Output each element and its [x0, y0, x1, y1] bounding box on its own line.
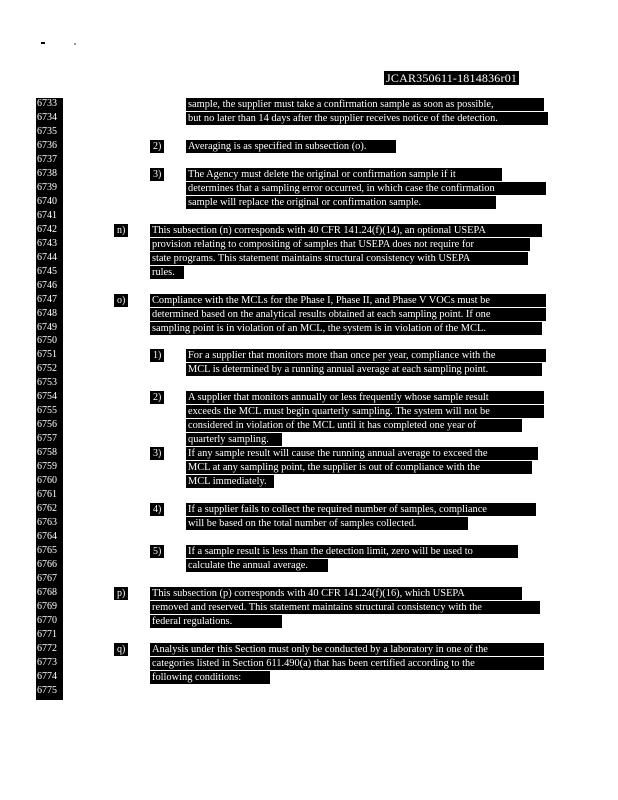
- paragraph-line: determined based on the analytical results obtained at each sampling point. If one: [150, 308, 546, 321]
- line-number: 6741: [37, 209, 57, 221]
- paragraph-label: 3): [150, 168, 164, 181]
- line-number: 6743: [37, 237, 57, 249]
- line-number: 6765: [37, 545, 57, 557]
- line-number: 6746: [37, 279, 57, 291]
- line-number: 6772: [37, 642, 57, 654]
- paragraph-line: MCL is determined by a running annual average at each sampling point.: [186, 363, 542, 376]
- line-number: 6764: [37, 531, 57, 543]
- line-number: 6756: [37, 419, 57, 431]
- line-number: 6754: [37, 391, 57, 403]
- line-number: 6762: [37, 503, 57, 515]
- line-number: 6734: [37, 111, 57, 123]
- paragraph-line: considered in violation of the MCL until it has completed one year of: [186, 419, 522, 432]
- line-number: 6740: [37, 195, 57, 207]
- paragraph-line: but no later than 14 days after the supplier receives notice of the detection.: [186, 112, 548, 125]
- line-number: 6768: [37, 586, 57, 598]
- paragraph-line: provision relating to compositing of samples that USEPA does not require for: [150, 238, 530, 251]
- line-number: 6737: [37, 153, 57, 165]
- paragraph-line: For a supplier that monitors more than once per year, compliance with the: [186, 349, 546, 362]
- paragraph-line: sampling point is in violation of an MCL, the system is in violation of the MCL.: [150, 322, 542, 335]
- paragraph-label: 1): [150, 349, 164, 362]
- line-number: 6775: [37, 684, 57, 696]
- paragraph-line: quarterly sampling.: [186, 433, 282, 446]
- line-number: 6759: [37, 461, 57, 473]
- line-number: 6747: [37, 293, 57, 305]
- paragraph-line: If any sample result will cause the running annual average to exceed the: [186, 447, 538, 460]
- paragraph-label: 3): [150, 447, 164, 460]
- line-number: 6742: [37, 223, 57, 235]
- paragraph-label: n): [114, 224, 128, 237]
- paragraph-label: p): [114, 587, 128, 600]
- document-code: JCAR350611-1814836r01: [386, 71, 518, 85]
- paragraph-line: A supplier that monitors annually or less frequently whose sample result: [186, 391, 544, 404]
- line-number: 6770: [37, 614, 57, 626]
- paragraph-label: 5): [150, 545, 164, 558]
- line-number: 6753: [37, 377, 57, 389]
- line-number: 6767: [37, 572, 57, 584]
- paragraph-label: q): [114, 643, 128, 656]
- line-number: 6736: [37, 139, 57, 151]
- line-number: 6758: [37, 447, 57, 459]
- line-number: 6739: [37, 181, 57, 193]
- paragraph-label: 2): [150, 391, 164, 404]
- line-number: 6771: [37, 628, 57, 640]
- paragraph-line: state programs. This statement maintains structural consistency with USEPA: [150, 252, 528, 265]
- scan-speck: [74, 43, 76, 45]
- line-number: 6733: [37, 98, 57, 109]
- paragraph-line: This subsection (p) corresponds with 40 CFR 141.24(f)(16), which USEPA: [150, 587, 522, 600]
- paragraph-line: following conditions:: [150, 671, 270, 684]
- line-number: 6766: [37, 559, 57, 570]
- paragraph-line: categories listed in Section 611.490(a) that has been certified according to the: [150, 657, 544, 670]
- paragraph-line: exceeds the MCL must begin quarterly sampling. The system will not be: [186, 405, 544, 418]
- paragraph-line: Averaging is as specified in subsection (o).: [186, 140, 396, 153]
- paragraph-line: determines that a sampling error occurred, in which case the confirmation: [186, 182, 546, 195]
- paragraph-line: Analysis under this Section must only be conducted by a laboratory in one of the: [150, 643, 544, 656]
- paragraph-label: 2): [150, 140, 164, 153]
- line-number: 6749: [37, 321, 57, 333]
- line-number: 6748: [37, 307, 57, 319]
- paragraph-line: calculate the annual average.: [186, 559, 328, 572]
- paragraph-line: sample will replace the original or confirmation sample.: [186, 196, 496, 209]
- line-number: 6745: [37, 265, 57, 277]
- paragraph-line: federal regulations.: [150, 615, 282, 628]
- paragraph-line: If a sample result is less than the detection limit, zero will be used to: [186, 545, 518, 558]
- line-number: 6735: [37, 125, 57, 137]
- line-number: 6738: [37, 167, 57, 179]
- paragraph-line: MCL immediately.: [186, 475, 274, 488]
- paragraph-line: rules.: [150, 266, 184, 279]
- paragraph-line: The Agency must delete the original or confirmation sample if it: [186, 168, 502, 181]
- line-number: 6757: [37, 433, 57, 445]
- paragraph-line: will be based on the total number of samples collected.: [186, 517, 468, 530]
- line-number: 6751: [37, 349, 57, 361]
- paragraph-line: MCL at any sampling point, the supplier is out of compliance with the: [186, 461, 532, 474]
- paragraph-label: 4): [150, 503, 164, 516]
- line-number: 6755: [37, 405, 57, 417]
- scan-speck: [41, 42, 45, 44]
- paragraph-line: removed and reserved. This statement maintains structural consistency with the: [150, 601, 540, 614]
- line-number: 6744: [37, 251, 57, 263]
- paragraph-line: Compliance with the MCLs for the Phase I, Phase II, and Phase V VOCs must be: [150, 294, 546, 307]
- line-number: 6760: [37, 475, 57, 487]
- paragraph-line: If a supplier fails to collect the required number of samples, compliance: [186, 503, 536, 516]
- line-number: 6774: [37, 670, 57, 682]
- line-number: 6761: [37, 489, 57, 501]
- line-number: 6773: [37, 656, 57, 668]
- paragraph-line: sample, the supplier must take a confirmation sample as soon as possible,: [186, 98, 544, 111]
- line-number: 6752: [37, 363, 57, 375]
- paragraph-line: This subsection (n) corresponds with 40 CFR 141.24(f)(14), an optional USEPA: [150, 224, 542, 237]
- line-number: 6763: [37, 517, 57, 529]
- line-number: 6769: [37, 600, 57, 612]
- line-number: 6750: [37, 335, 57, 347]
- paragraph-label: o): [114, 294, 128, 307]
